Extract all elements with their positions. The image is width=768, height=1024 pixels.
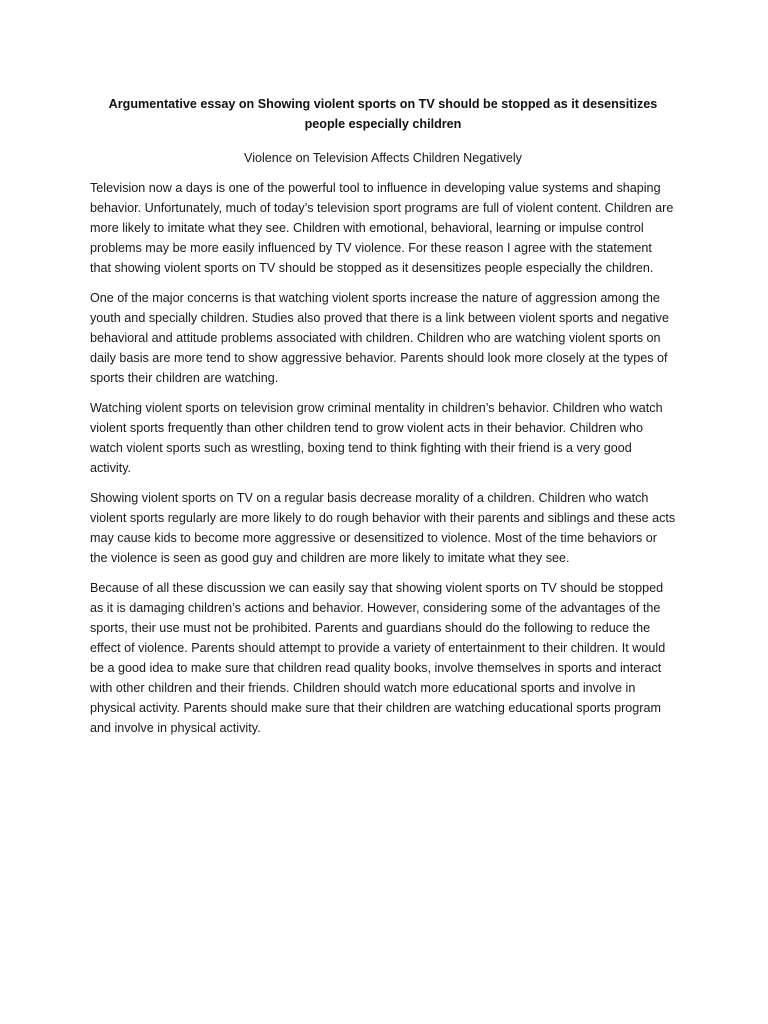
paragraph-3: Watching violent sports on television grow criminal mentality in children’s behavior. Children who watch violent sports frequently than other children tend to grow violent acts in their behavior. Children who watch violent sports such as wrestling, boxing tend to think fighting with their friend is a very good activity. bbox=[90, 401, 663, 475]
essay-title: Argumentative essay on Showing violent sports on TV should be stopped as it desensitizes people especially children bbox=[108, 97, 658, 131]
paragraph-2: One of the major concerns is that watching violent sports increase the nature of aggression among the youth and specially children. Studies also proved that there is a link between violent sports and negative behavioral and attitude problems associated with children. Children who are watching violent sports on daily basis are more tend to show aggressive behavior. Parents should look more closely at the types of sports their children are watching. bbox=[90, 291, 669, 385]
document-content bbox=[90, 94, 676, 748]
paragraph-4: Showing violent sports on TV on a regular basis decrease morality of a children. Children who watch violent sports regularly are more likely to do rough behavior with their parents and siblings and these acts may cause kids to become more aggressive or desensitized to violence. Most of the time behaviors or the violence is seen as good guy and children are more likely to imitate what they see. bbox=[90, 491, 676, 565]
paragraph-1: Television now a days is one of the powerful tool to influence in developing value systems and shaping behavior. Unfortunately, much of today’s television sport programs are full of violent content. Children are more likely to imitate what they see. Children with emotional, behavioral, learning or impulse control problems may be more easily influenced by TV violence. For these reason I agree with the statement that showing violent sports on TV should be stopped as it desensitizes people especially the children. bbox=[90, 181, 674, 275]
paragraph-5: Because of all these discussion we can easily say that showing violent sports on TV should be stopped as it is damaging children’s actions and behavior. However, considering some of the advantages of the sports, their use must not be prohibited. Parents and guardians should do the following to reduce the effect of violence. Parents should attempt to provide a variety of entertainment to their children. It would be a good idea to make sure that children read quality books, involve themselves in sports and interact with other children and their friends. Children should watch more educational sports and involve in physical activity. Parents should make sure that their children are watching educational sports program and involve in physical activity. bbox=[90, 581, 666, 735]
essay-subtitle: Violence on Television Affects Children Negatively bbox=[244, 151, 522, 165]
essay-body bbox=[90, 178, 676, 738]
